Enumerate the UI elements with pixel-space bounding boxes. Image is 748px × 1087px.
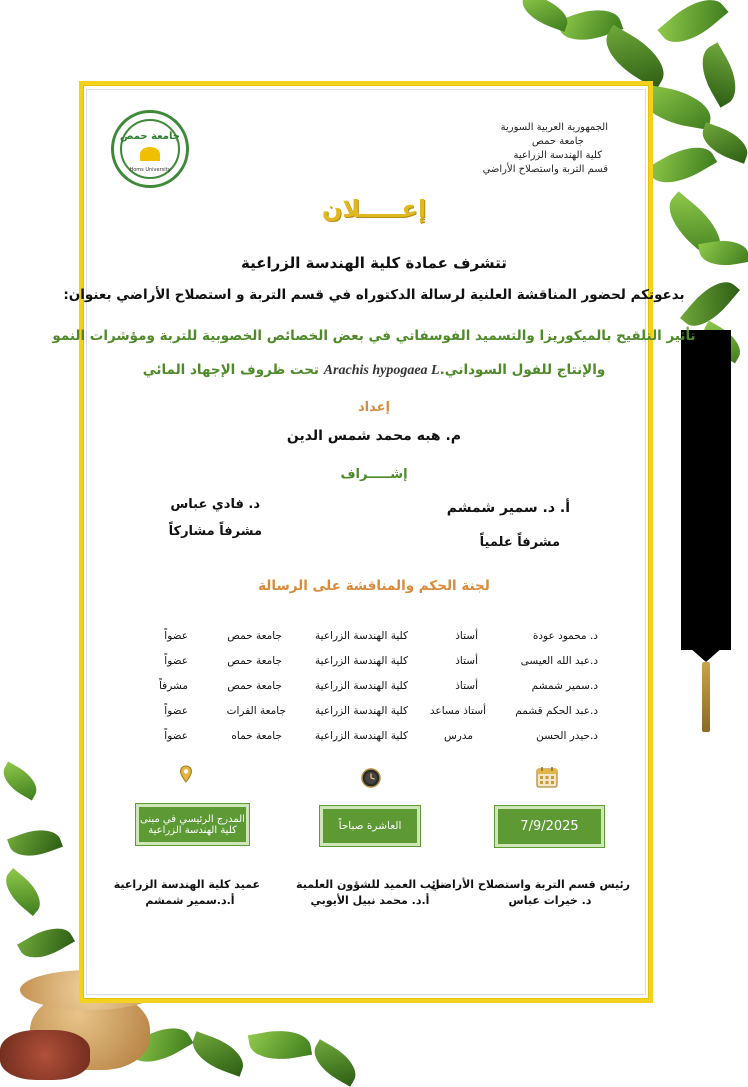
time-text: العاشرة صباحاً bbox=[338, 820, 402, 832]
member-name: د.حيدر الحسن bbox=[536, 730, 598, 742]
university-logo bbox=[111, 110, 189, 188]
clock-icon bbox=[361, 768, 381, 788]
member-role: عضواً bbox=[164, 655, 188, 667]
member-rank: مدرس bbox=[443, 730, 473, 742]
member-rank: أستاذ bbox=[455, 655, 478, 667]
date-box bbox=[495, 806, 604, 847]
member-university: جامعة حماه bbox=[231, 730, 282, 742]
supervision-label: إشـــــراف bbox=[340, 467, 408, 482]
member-university: جامعة الفرات bbox=[226, 705, 286, 717]
header-faculty: كلية الهندسة الزراعية bbox=[513, 150, 602, 161]
time-box bbox=[320, 806, 420, 846]
member-faculty: كلية الهندسة الزراعية bbox=[315, 705, 408, 717]
invitation-line-2: بدعوتكم لحضور المناقشة العلنية لرسالة الدكتوراه في قسم التربة و استصلاح الأراضي بعنوان: bbox=[63, 287, 685, 303]
supervisor-1-name: أ. د. سمير شمشم bbox=[446, 500, 570, 516]
member-name: د.عبد الله العيسى bbox=[520, 655, 598, 667]
signature-title: نائب العميد للشؤون العلمية bbox=[296, 878, 444, 891]
signature-title: عميد كلية الهندسة الزراعية bbox=[113, 878, 260, 891]
member-rank: أستاذ bbox=[455, 680, 478, 692]
member-name: د. محمود عودة bbox=[532, 630, 598, 642]
table-row bbox=[0, 705, 748, 725]
venue-line-2: كلية الهندسة الزراعية bbox=[148, 824, 237, 836]
thesis-title-part-a: والإنتاج للفول السوداني. bbox=[439, 362, 606, 378]
header-university: جامعة حمص bbox=[531, 136, 584, 147]
header-country: الجمهورية العربية السورية bbox=[500, 122, 608, 133]
table-row bbox=[0, 730, 748, 750]
announcement-title: إعـــــلان bbox=[321, 195, 427, 223]
invitation-line-1: تتشرف عمادة كلية الهندسة الزراعية bbox=[241, 254, 507, 272]
table-row bbox=[0, 680, 748, 700]
member-faculty: كلية الهندسة الزراعية bbox=[315, 730, 408, 742]
member-role: عضواً bbox=[164, 730, 188, 742]
venue-line-1: المدرج الرئيسي في مبنى bbox=[140, 813, 245, 825]
signature-name: د. خيرات عباس bbox=[508, 894, 592, 907]
member-role: مشرفاً bbox=[158, 680, 188, 692]
thesis-title-part-c: تحت ظروف الإجهاد المائي bbox=[142, 362, 324, 378]
location-pin-icon bbox=[179, 765, 193, 783]
header-department: قسم التربة واستصلاح الأراضي bbox=[482, 164, 608, 175]
member-faculty: كلية الهندسة الزراعية bbox=[315, 680, 408, 692]
date-text: 7/9/2025 bbox=[520, 819, 579, 834]
institution-header bbox=[483, 121, 608, 177]
member-rank: أستاذ bbox=[455, 630, 478, 642]
signature-department-head bbox=[430, 878, 630, 907]
logo-text: جامعة حمص bbox=[120, 131, 180, 142]
signature-title: رئيس قسم التربة واستصلاح الأراضي bbox=[430, 878, 630, 891]
supervisor-1-role: مشرفاً علمياً bbox=[479, 535, 560, 550]
table-row bbox=[0, 630, 748, 650]
signature-vice-dean bbox=[295, 878, 445, 907]
thesis-title-line-2 bbox=[0, 362, 748, 379]
prepared-by-label: إعداد bbox=[358, 400, 390, 415]
signature-name: أ.د. محمد نبيل الأيوبي bbox=[310, 894, 430, 907]
member-university: جامعة حمص bbox=[227, 630, 282, 642]
announcement-inner-border bbox=[86, 89, 646, 995]
member-rank: أستاذ مساعد bbox=[429, 705, 486, 717]
author-name: م. هبه محمد شمس الدين bbox=[286, 428, 462, 444]
member-name: د.سمير شمشم bbox=[531, 680, 598, 692]
signature-dean bbox=[113, 878, 260, 907]
member-faculty: كلية الهندسة الزراعية bbox=[315, 655, 408, 667]
supervisor-2-role: مشرفاً مشاركاً bbox=[168, 524, 262, 539]
thesis-title-latin: Arachis hypogaea L bbox=[323, 363, 440, 378]
member-university: جامعة حمص bbox=[227, 680, 282, 692]
calendar-icon bbox=[535, 765, 559, 789]
member-university: جامعة حمص bbox=[227, 655, 282, 667]
venue-box bbox=[136, 804, 249, 845]
member-faculty: كلية الهندسة الزراعية bbox=[315, 630, 408, 642]
logo-subtext: Homs University bbox=[129, 167, 171, 173]
committee-title: لجنة الحكم والمناقشة على الرسالة bbox=[258, 578, 490, 594]
member-name: د.عبد الحكم قشمم bbox=[515, 705, 598, 717]
member-role: عضواً bbox=[164, 705, 188, 717]
thesis-title-line-1: تأثير التلقيح بالميكوريزا والتسميد الفوسفاتي في بعض الخصائص الخصوبية للتربة ومؤشرات النمو bbox=[52, 328, 696, 344]
signature-name: أ.د.سمير شمشم bbox=[145, 894, 235, 907]
member-role: عضواً bbox=[164, 630, 188, 642]
supervisor-2-name: د. فادي عباس bbox=[170, 497, 260, 512]
table-row bbox=[0, 655, 748, 675]
